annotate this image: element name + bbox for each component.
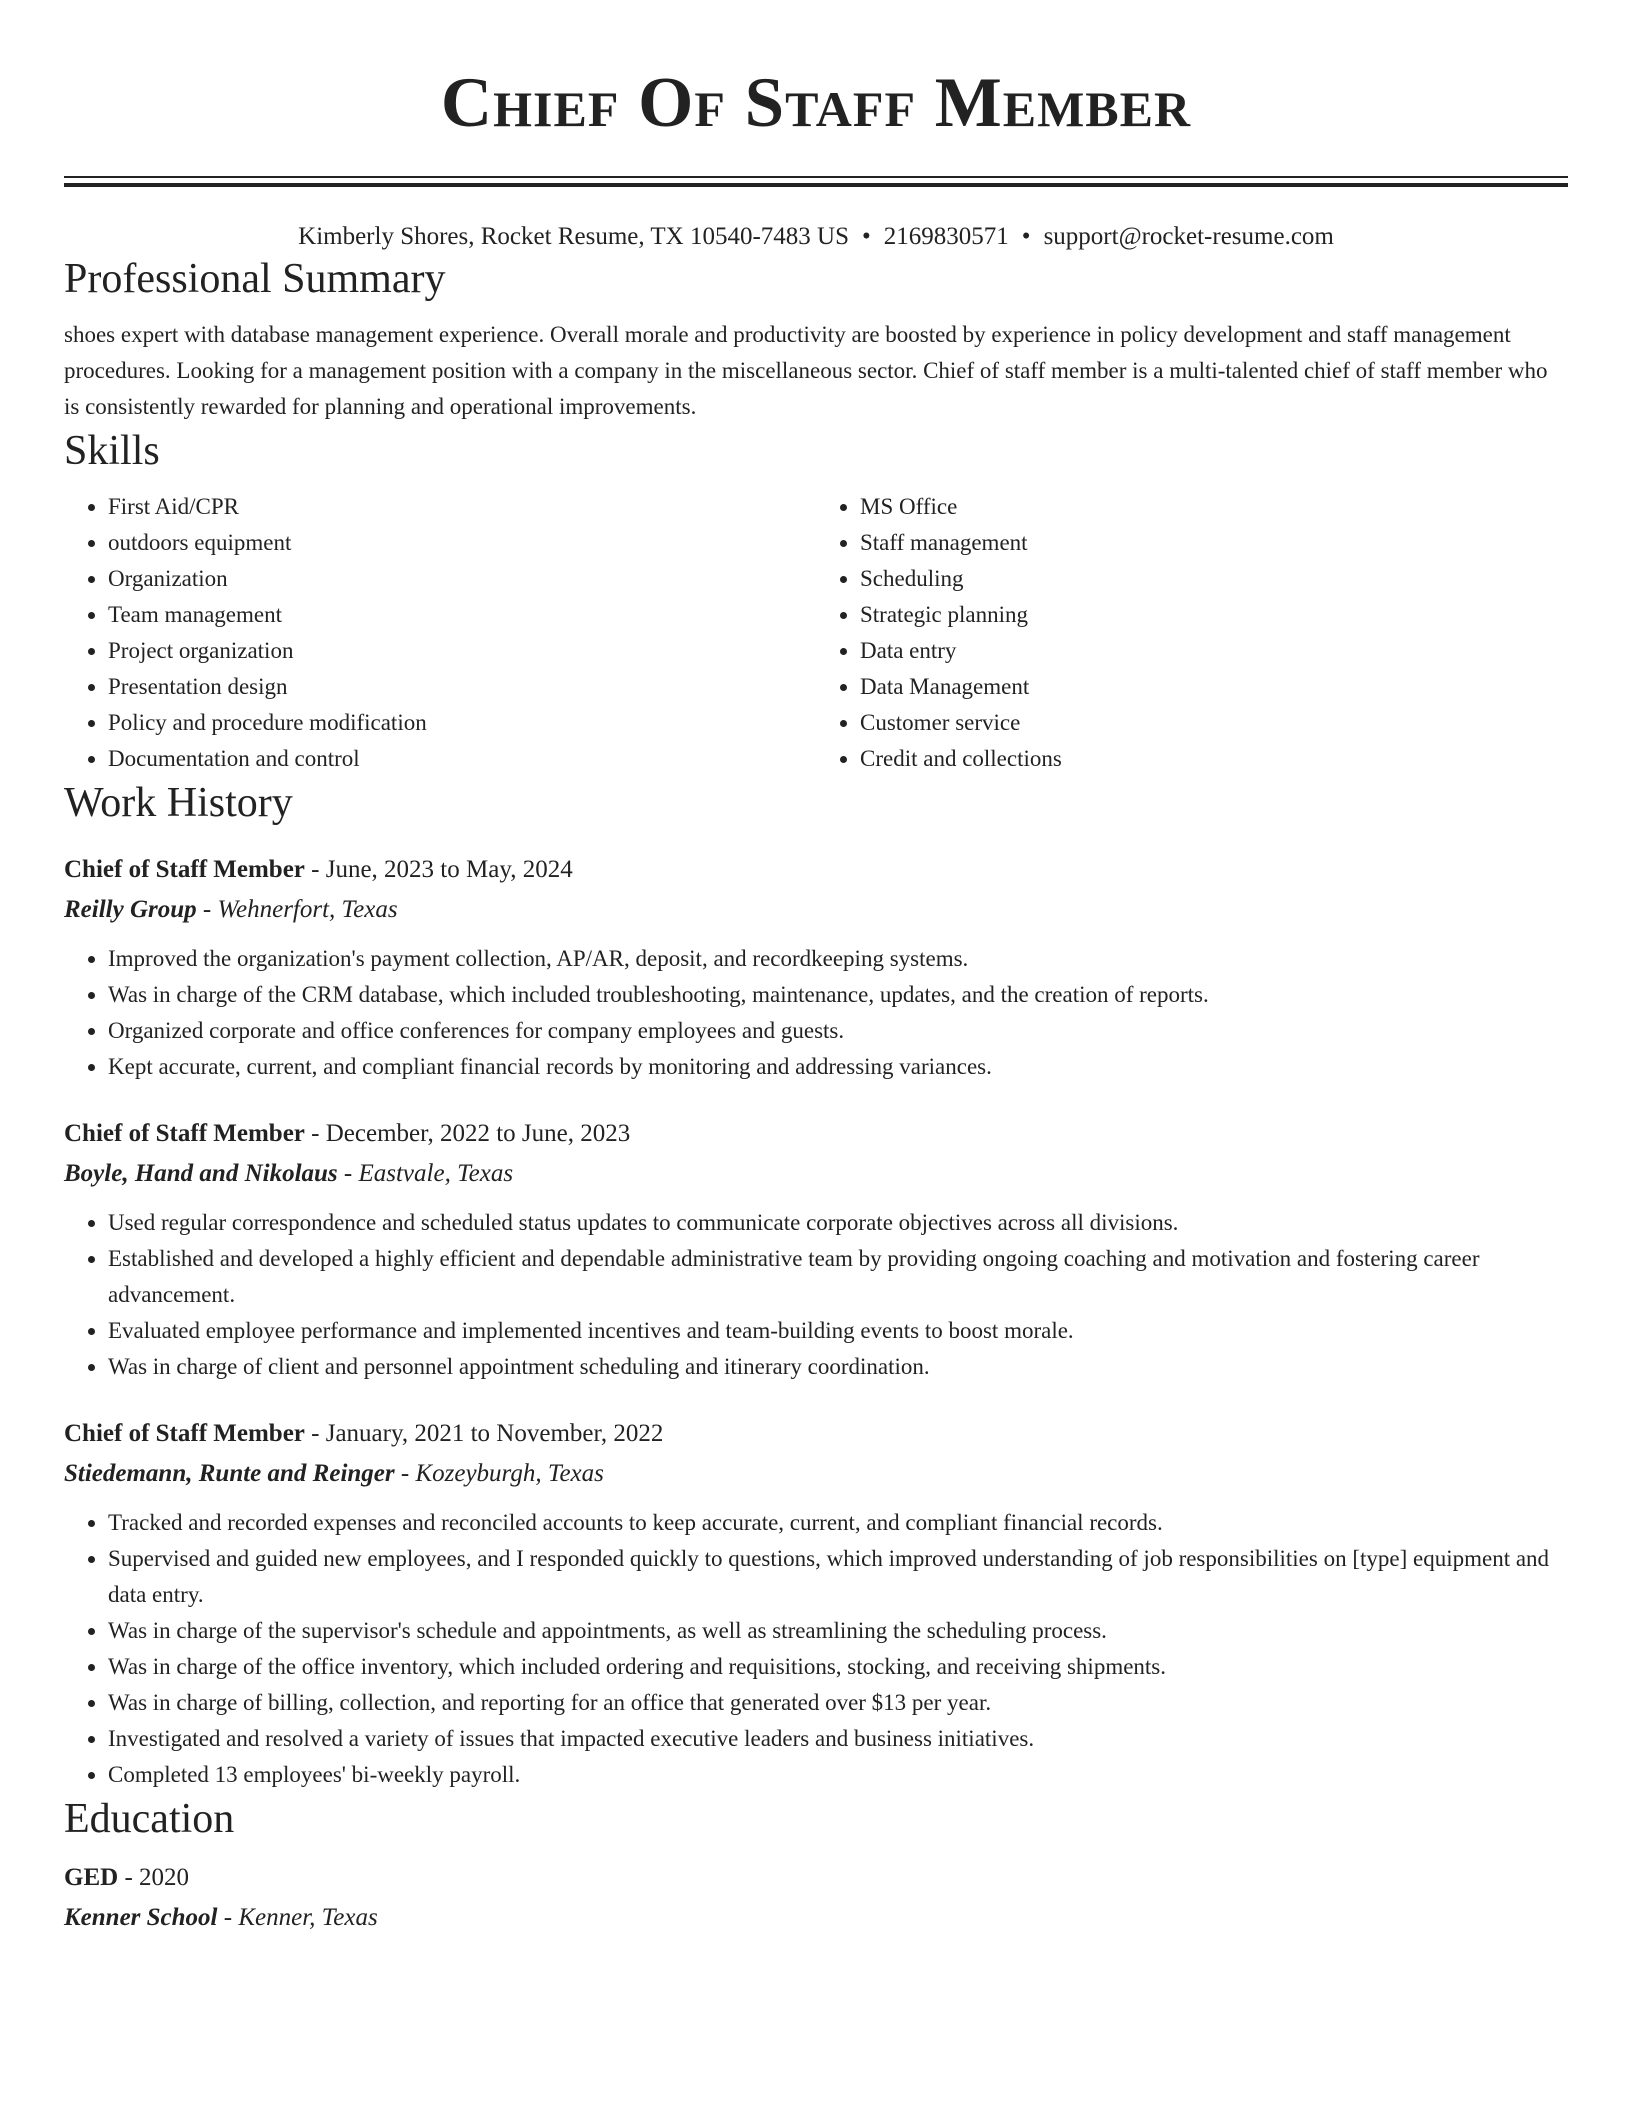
skill-item: • Customer service: [860, 705, 1568, 741]
degree: GED: [64, 1864, 119, 1891]
company-line: [64, 891, 1568, 929]
company-line: [64, 1155, 1568, 1193]
summary-heading: Professional Summary: [64, 256, 446, 302]
contact-phone: 2169830571: [883, 223, 1009, 250]
job-bullet: • Organized corporate and office conferences for company employees and guests.: [108, 1013, 1568, 1049]
skill-item: • Staff management: [860, 525, 1568, 561]
contact-email: support@rocket-resume.com: [1043, 223, 1334, 250]
company-name: Reilly Group: [64, 896, 197, 923]
skills-grid: [64, 489, 1568, 777]
skills-heading: Skills: [64, 428, 160, 474]
skill-item: • Policy and procedure modification: [108, 705, 816, 741]
job-bullet: • Was in charge of billing, collection, and reporting for an office that generated over $13 per year.: [108, 1685, 1568, 1721]
job-title-line: [64, 851, 1568, 889]
job-bullet: • Supervised and guided new employees, and I responded quickly to questions, which improved understanding of job responsibilities on [type] equipment and data entry.: [108, 1541, 1568, 1613]
job-title: Chief of Staff Member: [64, 1120, 305, 1147]
job-title: Chief of Staff Member: [64, 856, 305, 883]
job-bullet: • Was in charge of the CRM database, which included troubleshooting, maintenance, updates, and the creation of reports.: [108, 977, 1568, 1013]
school-line: [64, 1899, 1568, 1937]
job-bullets: [64, 1205, 1568, 1385]
education-heading: Education: [64, 1796, 235, 1842]
job-bullet: • Investigated and resolved a variety of issues that impacted executive leaders and business initiatives.: [108, 1721, 1568, 1757]
graduation-year: - 2020: [118, 1864, 190, 1891]
skill-item: • Strategic planning: [860, 597, 1568, 633]
title-divider: [64, 176, 1568, 187]
skill-item: • Documentation and control: [108, 741, 816, 777]
skill-item: • Team management: [108, 597, 816, 633]
skill-item: • MS Office: [860, 489, 1568, 525]
skill-item: • Project organization: [108, 633, 816, 669]
skill-item: • Credit and collections: [860, 741, 1568, 777]
company-location: - Eastvale, Texas: [337, 1160, 514, 1187]
company-line: [64, 1455, 1568, 1493]
skill-item: • outdoors equipment: [108, 525, 816, 561]
job-dates: - June, 2023 to May, 2024: [304, 856, 573, 883]
school-name: Kenner School: [64, 1904, 218, 1931]
job-bullet: • Established and developed a highly efficient and dependable administrative team by providing ongoing coaching and motivation and fostering career advancement.: [108, 1241, 1568, 1313]
skill-item: • First Aid/CPR: [108, 489, 816, 525]
skills-list-left: [64, 489, 816, 777]
job-entry: [64, 1115, 1568, 1385]
skills-list-right: [816, 489, 1568, 777]
job-bullet: • Improved the organization's payment collection, AP/AR, deposit, and recordkeeping systems.: [108, 941, 1568, 977]
contact-address: Kimberly Shores, Rocket Resume, TX 10540-7483 US: [298, 223, 850, 250]
skill-item: • Data entry: [860, 633, 1568, 669]
job-title: Chief of Staff Member: [64, 1420, 305, 1447]
job-bullets: [64, 941, 1568, 1085]
company-name: Stiedemann, Runte and Reinger: [64, 1460, 395, 1487]
job-bullet: • Was in charge of the supervisor's schedule and appointments, as well as streamlining the scheduling process.: [108, 1613, 1568, 1649]
skill-item: • Presentation design: [108, 669, 816, 705]
company-name: Boyle, Hand and Nikolaus: [64, 1160, 338, 1187]
skill-item: • Scheduling: [860, 561, 1568, 597]
job-entry: [64, 851, 1568, 1085]
company-location: - Kozeyburgh, Texas: [394, 1460, 604, 1487]
skill-item: • Data Management: [860, 669, 1568, 705]
skill-item: • Organization: [108, 561, 816, 597]
contact-separator: •: [1021, 223, 1031, 250]
job-bullet: • Completed 13 employees' bi-weekly payroll.: [108, 1757, 1568, 1793]
degree-line: [64, 1859, 1568, 1897]
job-bullet: • Was in charge of client and personnel appointment scheduling and itinerary coordination.: [108, 1349, 1568, 1385]
contact-separator: •: [862, 223, 871, 250]
work-history-heading: Work History: [64, 780, 293, 826]
company-location: - Wehnerfort, Texas: [196, 896, 398, 923]
education-entry: [64, 1859, 1568, 1937]
job-bullets: [64, 1505, 1568, 1793]
job-bullet: • Was in charge of the office inventory, which included ordering and requisitions, stocking, and receiving shipments.: [108, 1649, 1568, 1685]
job-bullet: • Kept accurate, current, and compliant financial records by monitoring and addressing variances.: [108, 1049, 1568, 1085]
school-location: - Kenner, Texas: [217, 1904, 378, 1931]
job-entry: [64, 1415, 1568, 1793]
contact-line: [64, 221, 1568, 253]
resume-title: Chief Of Staff Member: [440, 64, 1192, 142]
job-bullet: • Evaluated employee performance and implemented incentives and team-building events to boost morale.: [108, 1313, 1568, 1349]
job-title-line: [64, 1415, 1568, 1453]
job-dates: - January, 2021 to November, 2022: [304, 1420, 664, 1447]
job-bullet: • Tracked and recorded expenses and reconciled accounts to keep accurate, current, and compliant financial records.: [108, 1505, 1568, 1541]
job-title-line: [64, 1115, 1568, 1153]
job-bullet: • Used regular correspondence and scheduled status updates to communicate corporate objectives across all divisions.: [108, 1205, 1568, 1241]
job-dates: - December, 2022 to June, 2023: [304, 1120, 631, 1147]
summary-text: shoes expert with database management experience. Overall morale and productivity are boosted by experience in policy development and staff management procedures. Looking for a management position with a company in the miscellaneous sector. Chief of staff member is a multi-talented chief of staff member who is consistently rewarded for planning and operational improvements.: [64, 322, 1548, 419]
